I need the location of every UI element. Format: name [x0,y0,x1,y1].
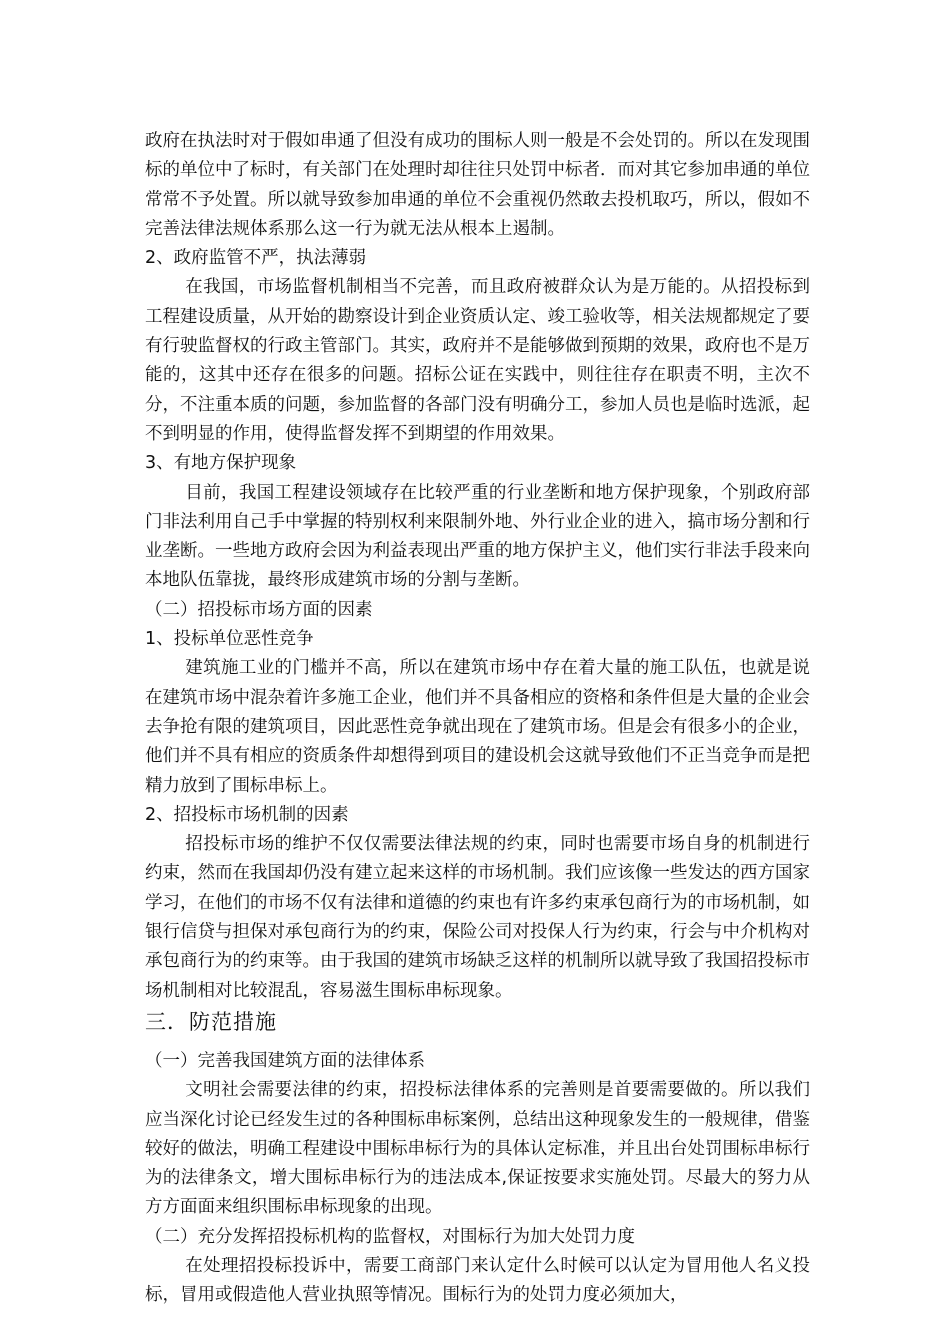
section-heading-prevention: 三．防范措施 [145,1009,277,1034]
subheading-local-protection: 3、有地方保护现象 [145,453,297,474]
paragraph-local-protection: 目前，我国工程建设领域存在比较严重的行业垄断和地方保护现象，个别政府部门非法利用自己手中掌握的特别权利来限制外地、外行业企业的进入，搞市场分割和行业垄断。一些地方政府会因为利益表现出严重的地方保护主义，他们实行非法手段来向本地队伍靠拢，最终形成建筑市场的分割与垄断。 [145,482,810,591]
paragraph-continuation: 政府在执法时对于假如串通了但没有成功的围标人则一般是不会处罚的。所以在发现围标的单位中了标时，有关部门在处理时却往往只处罚中标者．而对其它参加串通的单位常常不予处置。所以就导致参加串通的单位不会重视仍然敢去投机取巧，所以，假如不完善法律法规体系那么这一行为就无法从根本上遏制。 [145,131,810,239]
section-market-factors: （二）招投标市场方面的因素 [145,599,373,620]
subheading-vicious-competition: 1、投标单位恶性竞争 [145,629,314,650]
paragraph-supervision-power: 在处理招投标投诉中，需要工商部门来认定什么时候可以认定为冒用他人名义投标，冒用或假造他人营业执照等情况。围标行为的处罚力度必须加大， [145,1255,810,1306]
section-supervision-power: （二）充分发挥招投标机构的监督权，对围标行为加大处罚力度 [145,1226,635,1247]
paragraph-market-mechanism: 招投标市场的维护不仅仅需要法律法规的约束，同时也需要市场自身的机制进行约束，然而在我国却仍没有建立起来这样的市场机制。我们应该像一些发达的西方国家学习，在他们的市场不仅有法律和道德的约束也有许多约束承包商行为的市场机制，如银行信贷与担保对承包商行为的约束，保险公司对投保人行为约束，行会与中介机构对承包商行为的约束等。由于我国的建筑市场缺乏这样的机制所以就导致了我国招投标市场机制相对比较混乱，容易滋生围标串标现象。 [145,834,810,1001]
paragraph-vicious-competition: 建筑施工业的门槛并不高，所以在建筑市场中存在着大量的施工队伍，也就是说在建筑市场中混杂着许多施工企业，他们并不具备相应的资格和条件但是大量的企业会去争抢有限的建筑项目，因此恶性竞争就出现在了建筑市场。但是会有很多小的企业，他们并不具有相应的资质条件却想得到项目的建设机会这就导致他们不正当竞争而是把精力放到了围标串标上。 [145,658,810,796]
subheading-government-supervision: 2、政府监管不严，执法薄弱 [145,248,367,269]
section-legal-system: （一）完善我国建筑方面的法律体系 [145,1050,425,1071]
subheading-market-mechanism: 2、招投标市场机制的因素 [145,804,349,825]
paragraph-government-supervision: 在我国，市场监督机制相当不完善，而且政府被群众认为是万能的。从招投标到工程建设质量，从开始的勘察设计到企业资质认定、竣工验收等，相关法规都规定了要有行驶监督权的行政主管部门。其实，政府并不是能够做到预期的效果，政府也不是万能的，这其中还存在很多的问题。招标公证在实践中，则往往存在职责不明，主次不分，不注重本质的问题，参加监督的各部门没有明确分工，参加人员也是临时选派，起不到明显的作用，使得监督发挥不到期望的作用效果。 [145,277,810,444]
document-body [145,127,810,1311]
paragraph-legal-system: 文明社会需要法律的约束，招投标法律体系的完善则是首要需要做的。所以我们应当深化讨论已经发生过的各种围标串标案例，总结出这种现象发生的一般规律，借鉴较好的做法，明确工程建设中围标串标行为的具体认定标准，并且出台处罚围标串标行为的法律条文，增大围标串标行为的违法成本,保证按要求实施处罚。尽最大的努力从方方面面来组织围标串标现象的出现。 [145,1080,810,1218]
